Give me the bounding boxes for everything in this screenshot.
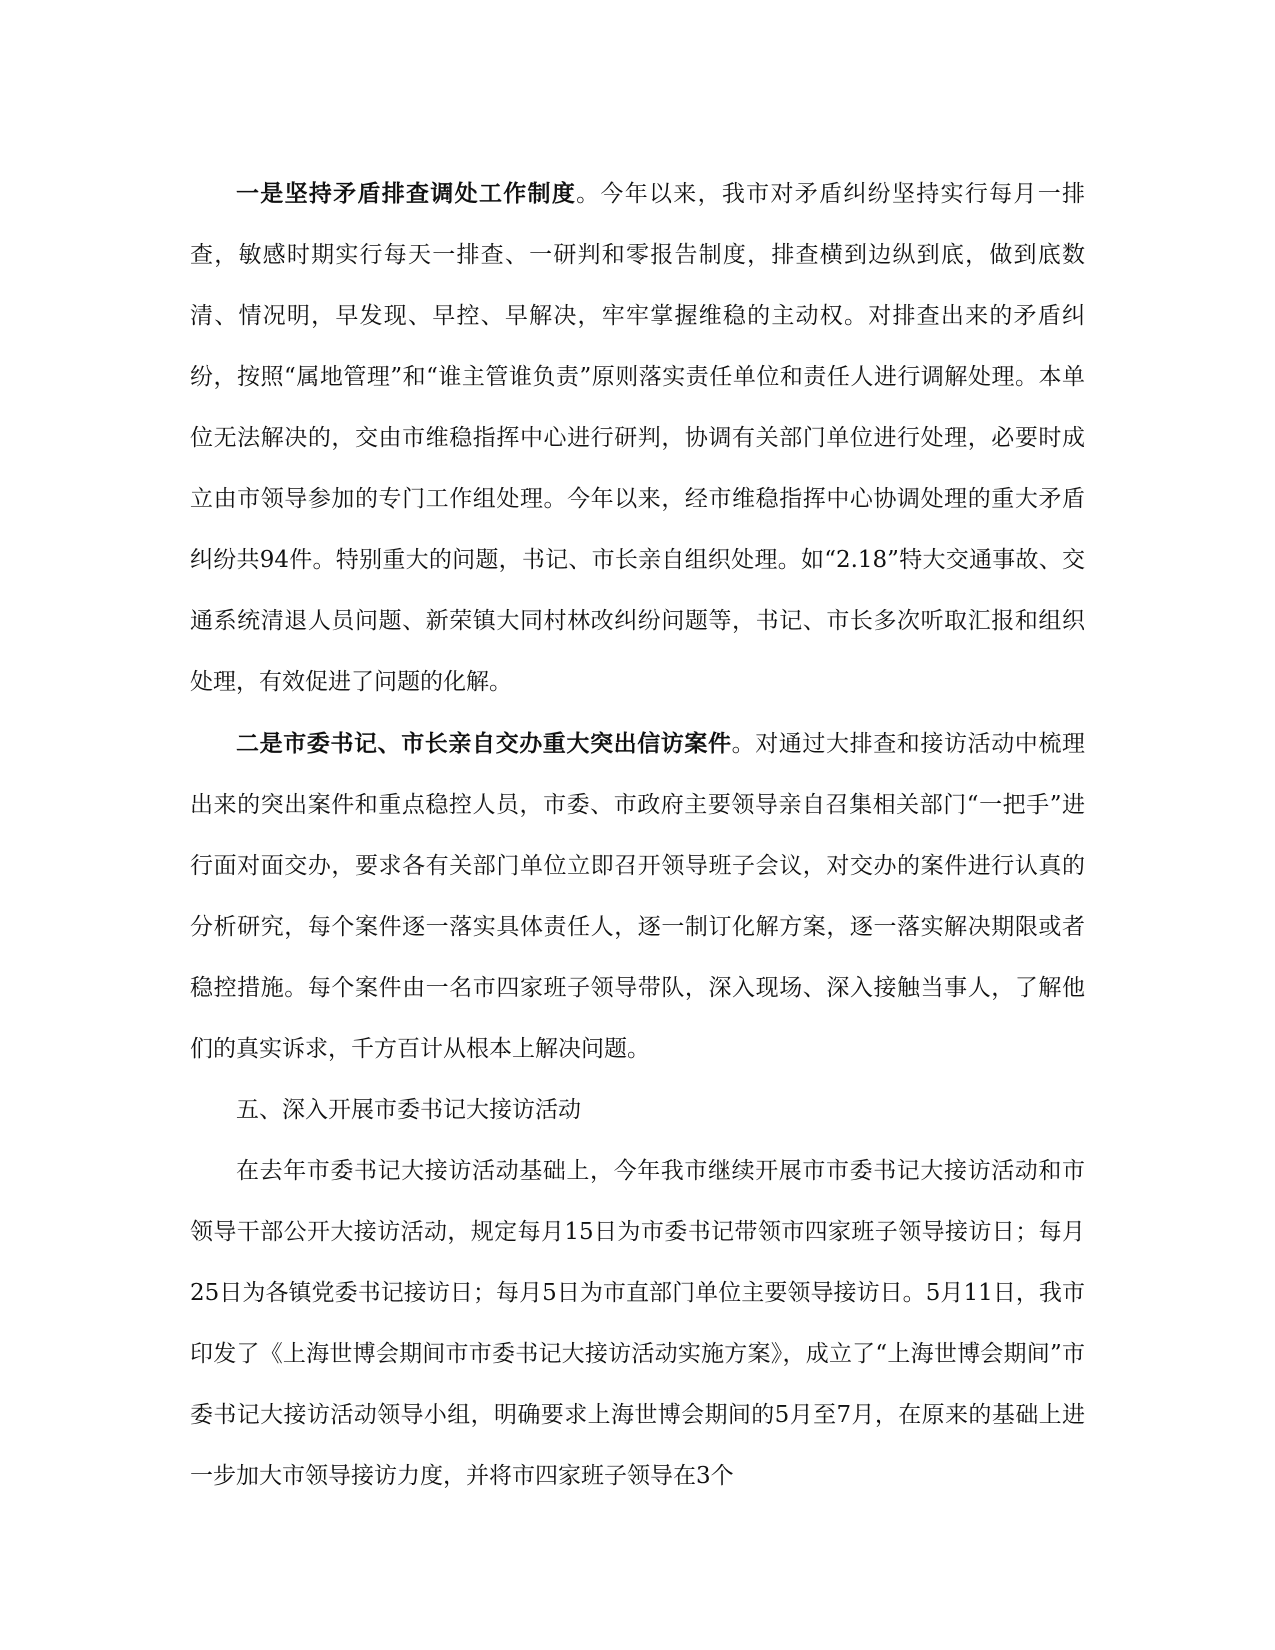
paragraph-lead: 一是坚持矛盾排查调处工作制度 <box>236 180 577 207</box>
paragraph-text: 在去年市委书记大接访活动基础上，今年我市继续开展市市委书记大接访活动和市领导干部公开大接访活动，规定每月15日为市委书记带领市四家班子领导接访日；每月25日为各镇党委书记接访日；每月5日为市直部门单位主要领导接访日。5月11日，我市印发了《上海世博会期间市市委书记大接访活动实施方案》，成立了“上海世博会期间”市委书记大接访活动领导小组，明确要求上海世博会期间的5月至7月，在原来的基础上进一步加大市领导接访力度，并将市四家班子领导在3个 <box>190 1158 1085 1489</box>
document-body <box>190 163 1085 1507</box>
section-heading-text: 五、深入开展市委书记大接访活动 <box>236 1097 581 1123</box>
paragraph-text: 。今年以来，我市对矛盾纠纷坚持实行每月一排查，敏感时期实行每天一排查、一研判和零报告制度，排查横到边纵到底，做到底数清、情况明，早发现、早控、早解决，牢牢掌握维稳的主动权。对排查出来的矛盾纠纷，按照“属地管理”和“谁主管谁负责”原则落实责任单位和责任人进行调解处理。本单位无法解决的，交由市维稳指挥中心进行研判，协调有关部门单位进行处理，必要时成立由市领导参加的专门工作组处理。今年以来，经市维稳指挥中心协调处理的重大矛盾纠纷共94件。特别重大的问题，书记、市长亲自组织处理。如“2.18”特大交通事故、交通系统清退人员问题、新荣镇大同村林改纠纷问题等，书记、市长多次听取汇报和组织处理，有效促进了问题的化解。 <box>190 181 1086 695</box>
paragraph-assigned-cases <box>190 713 1085 1080</box>
paragraph-reception-activity <box>190 1141 1085 1507</box>
paragraph-lead: 二是市委书记、市长亲自交办重大突出信访案件 <box>236 730 732 757</box>
section-heading <box>190 1080 1085 1141</box>
paragraph-contradiction-screening <box>190 163 1085 713</box>
paragraph-text: 。对通过大排查和接访活动中梳理出来的突出案件和重点稳控人员，市委、市政府主要领导亲自召集相关部门“一把手”进行面对面交办，要求各有关部门单位立即召开领导班子会议，对交办的案件进行认真的分析研究，每个案件逐一落实具体责任人，逐一制订化解方案，逐一落实解决期限或者稳控措施。每个案件由一名市四家班子领导带队，深入现场、深入接触当事人，了解他们的真实诉求，千方百计从根本上解决问题。 <box>190 731 1086 1062</box>
